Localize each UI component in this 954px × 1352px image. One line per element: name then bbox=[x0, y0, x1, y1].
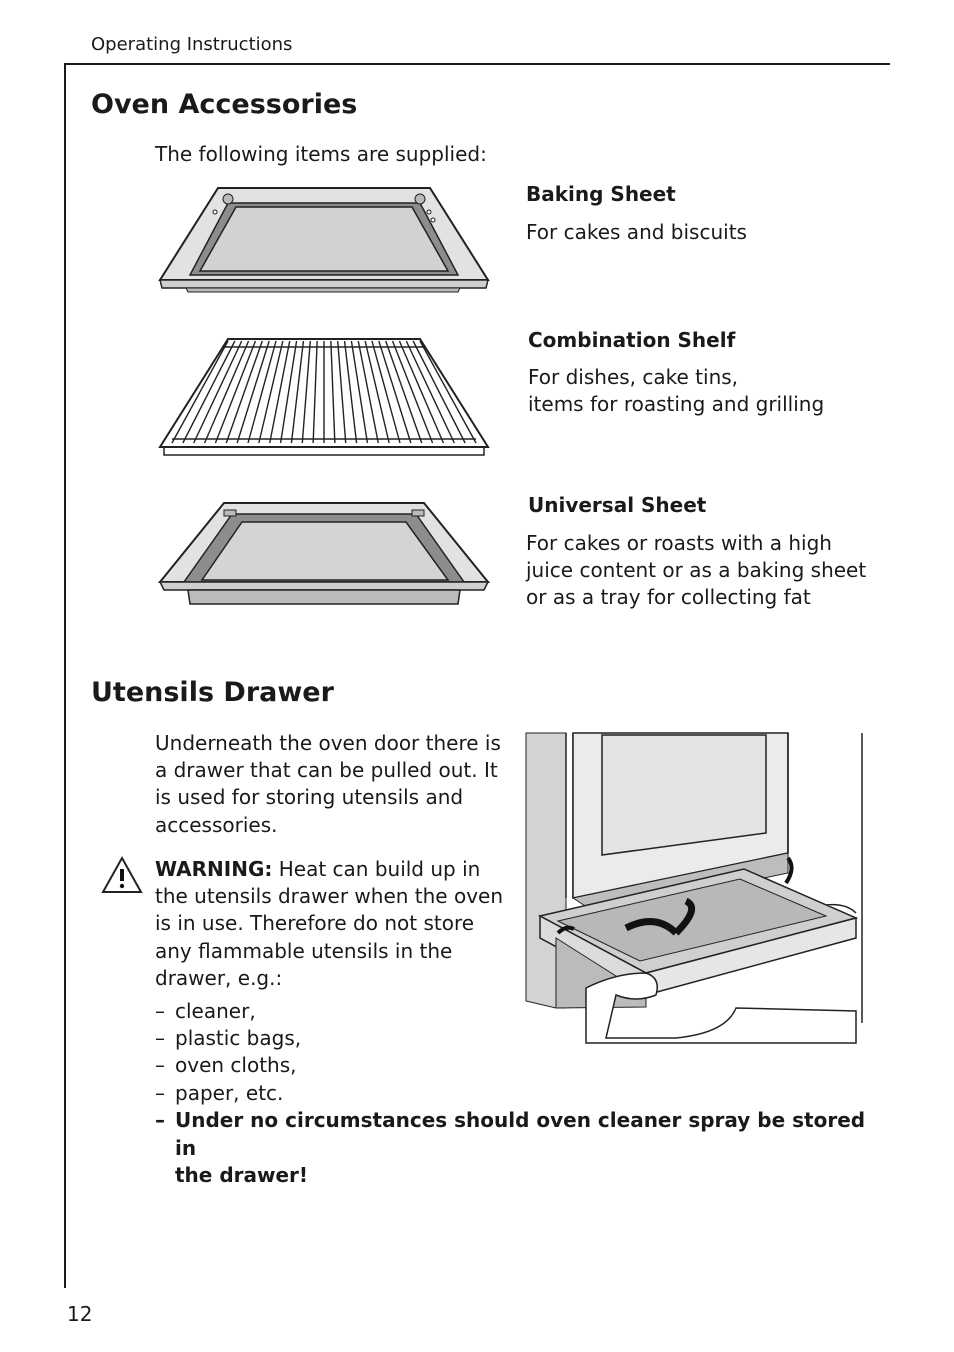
warning-line-4: any flammable utensils in the bbox=[155, 938, 453, 963]
baking-sheet-description: For cakes and biscuits bbox=[526, 220, 747, 244]
universal-sheet-description-line-1: For cakes or roasts with a high bbox=[526, 531, 832, 555]
accessories-intro: The following items are supplied: bbox=[155, 142, 487, 166]
combination-shelf-title: Combination Shelf bbox=[528, 328, 736, 352]
oven-accessories-heading: Oven Accessories bbox=[91, 89, 358, 120]
drawer-description bbox=[155, 730, 501, 839]
deep-tray-illustration bbox=[158, 500, 490, 608]
warning-label: WARNING: bbox=[155, 857, 273, 881]
final-warning-line-2: the drawer! bbox=[175, 1163, 309, 1188]
list-item: – cleaner, bbox=[155, 998, 495, 1025]
header-rule bbox=[64, 63, 890, 65]
universal-sheet-description-line-3: or as a tray for collecting fat bbox=[526, 585, 811, 609]
list-item: – paper, etc. bbox=[155, 1080, 495, 1107]
warning-line-2: the utensils drawer when the oven bbox=[155, 884, 504, 909]
combination-shelf-description-line-2: items for roasting and grilling bbox=[528, 392, 825, 416]
list-item: – plastic bags, bbox=[155, 1025, 495, 1052]
header-section-label: Operating Instructions bbox=[91, 34, 293, 55]
warning-line-3: is in use. Therefore do not store bbox=[155, 911, 475, 936]
baking-sheet-title: Baking Sheet bbox=[526, 182, 676, 206]
drawer-description-line-2: a drawer that can be pulled out. It bbox=[155, 758, 498, 783]
wire-shelf-illustration bbox=[158, 335, 490, 463]
margin-rule bbox=[64, 63, 66, 1288]
page-number: 12 bbox=[67, 1302, 93, 1326]
final-warning-line-1: – Under no circumstances should oven cleaner spray be stored in bbox=[175, 1108, 866, 1160]
utensils-drawer-heading: Utensils Drawer bbox=[91, 677, 334, 708]
universal-sheet-title: Universal Sheet bbox=[528, 493, 707, 517]
list-item: – oven cloths, bbox=[155, 1052, 495, 1079]
drawer-warning bbox=[155, 856, 503, 992]
warning-line-5: drawer, e.g.: bbox=[155, 965, 283, 990]
warning-triangle-icon bbox=[100, 855, 144, 895]
baking-sheet-illustration bbox=[158, 185, 490, 295]
universal-sheet-description-line-2: juice content or as a baking sheet bbox=[526, 558, 867, 582]
warning-first-line: Heat can build up in bbox=[272, 857, 481, 881]
drawer-description-line-4: accessories. bbox=[155, 812, 278, 837]
final-warning bbox=[155, 1107, 875, 1190]
drawer-pull-out-illustration bbox=[526, 733, 866, 1043]
examples-list bbox=[155, 998, 495, 1107]
warning-line-1 bbox=[155, 856, 503, 883]
drawer-description-line-1: Underneath the oven door there is bbox=[155, 731, 501, 755]
drawer-description-line-3: is used for storing utensils and bbox=[155, 785, 464, 810]
combination-shelf-description-line-1: For dishes, cake tins, bbox=[528, 365, 739, 389]
